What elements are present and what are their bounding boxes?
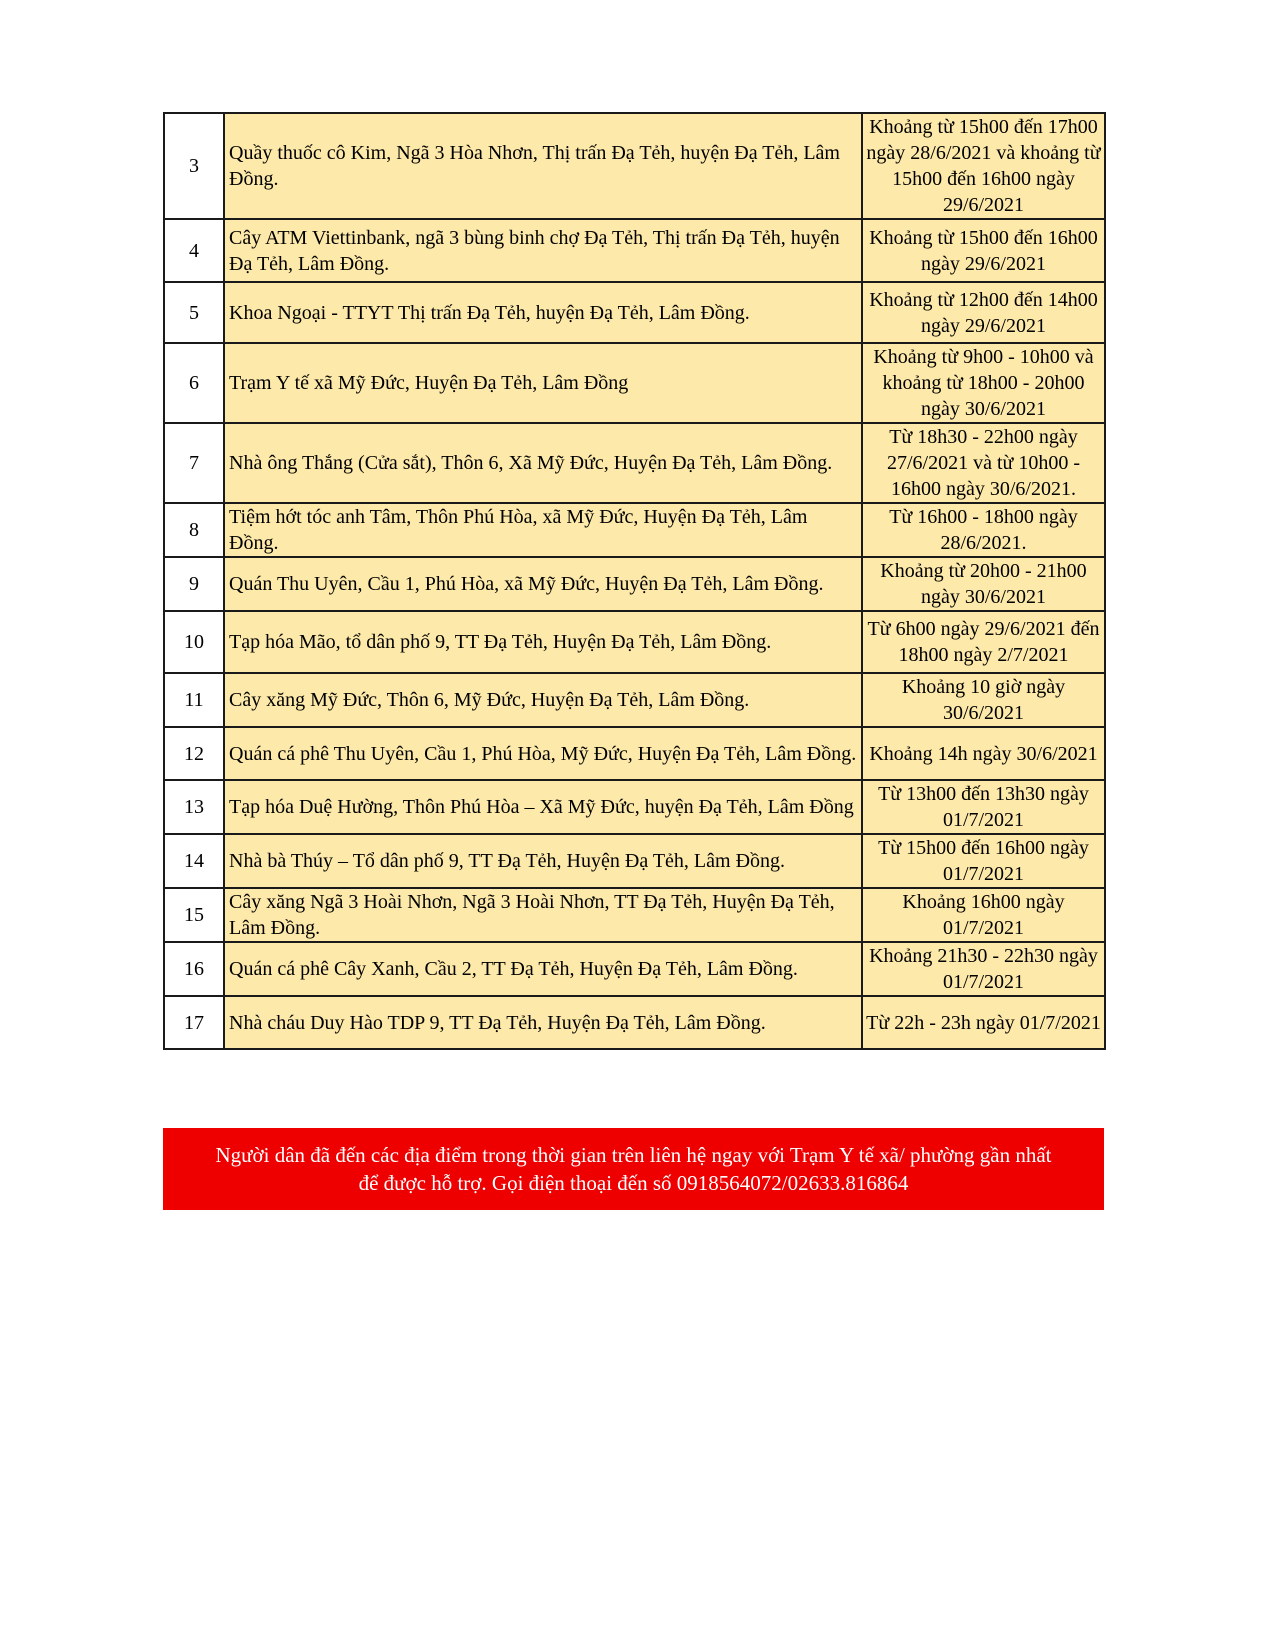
row-number-cell: 10 xyxy=(164,611,224,673)
location-cell: Tiệm hớt tóc anh Tâm, Thôn Phú Hòa, xã Mỹ Đức, Huyện Đạ Tẻh, Lâm Đồng. xyxy=(224,503,862,557)
location-schedule-table xyxy=(163,112,1106,1050)
table-row xyxy=(164,503,1105,557)
time-cell: Khoảng từ 20h00 - 21h00 ngày 30/6/2021 xyxy=(862,557,1105,611)
table-row xyxy=(164,673,1105,727)
location-cell: Quầy thuốc cô Kim, Ngã 3 Hòa Nhơn, Thị trấn Đạ Tẻh, huyện Đạ Tẻh, Lâm Đồng. xyxy=(224,113,862,219)
row-number-cell: 15 xyxy=(164,888,224,942)
contact-notice-text: Người dân đã đến các địa điểm trong thời gian trên liên hệ ngay với Trạm Y tế xã/ phường gần nhất để được hỗ trợ. Gọi điện thoại đến số 0918564072/02633.816864 xyxy=(215,1143,1052,1195)
time-cell: Khoảng 21h30 - 22h30 ngày 01/7/2021 xyxy=(862,942,1105,996)
location-cell: Trạm Y tế xã Mỹ Đức, Huyện Đạ Tẻh, Lâm Đồng xyxy=(224,343,862,423)
table-row xyxy=(164,113,1105,219)
row-number-cell: 11 xyxy=(164,673,224,727)
table-row xyxy=(164,780,1105,834)
time-cell: Khoảng 16h00 ngày 01/7/2021 xyxy=(862,888,1105,942)
time-cell: Khoảng 10 giờ ngày 30/6/2021 xyxy=(862,673,1105,727)
time-cell: Từ 16h00 - 18h00 ngày 28/6/2021. xyxy=(862,503,1105,557)
time-cell: Khoảng từ 12h00 đến 14h00 ngày 29/6/2021 xyxy=(862,282,1105,343)
location-cell: Nhà bà Thúy – Tổ dân phố 9, TT Đạ Tẻh, Huyện Đạ Tẻh, Lâm Đồng. xyxy=(224,834,862,888)
location-schedule-sheet xyxy=(163,112,1104,1050)
contact-notice-banner xyxy=(163,1128,1104,1210)
location-cell: Nhà ông Thắng (Cửa sắt), Thôn 6, Xã Mỹ Đức, Huyện Đạ Tẻh, Lâm Đồng. xyxy=(224,423,862,503)
row-number-cell: 9 xyxy=(164,557,224,611)
row-number-cell: 6 xyxy=(164,343,224,423)
table-row xyxy=(164,888,1105,942)
row-number-cell: 16 xyxy=(164,942,224,996)
row-number-cell: 13 xyxy=(164,780,224,834)
time-cell: Khoảng 14h ngày 30/6/2021 xyxy=(862,727,1105,780)
row-number-cell: 4 xyxy=(164,219,224,282)
table-row xyxy=(164,343,1105,423)
schedule-table-body xyxy=(164,113,1105,1049)
time-cell: Khoảng từ 15h00 đến 16h00 ngày 29/6/2021 xyxy=(862,219,1105,282)
table-row xyxy=(164,727,1105,780)
time-cell: Từ 13h00 đến 13h30 ngày 01/7/2021 xyxy=(862,780,1105,834)
table-row xyxy=(164,996,1105,1049)
row-number-cell: 7 xyxy=(164,423,224,503)
location-cell: Cây ATM Viettinbank, ngã 3 bùng binh chợ Đạ Tẻh, Thị trấn Đạ Tẻh, huyện Đạ Tẻh, Lâm Đồng. xyxy=(224,219,862,282)
row-number-cell: 3 xyxy=(164,113,224,219)
table-row xyxy=(164,282,1105,343)
row-number-cell: 12 xyxy=(164,727,224,780)
time-cell: Từ 15h00 đến 16h00 ngày 01/7/2021 xyxy=(862,834,1105,888)
row-number-cell: 8 xyxy=(164,503,224,557)
table-row xyxy=(164,834,1105,888)
location-cell: Cây xăng Ngã 3 Hoài Nhơn, Ngã 3 Hoài Nhơn, TT Đạ Tẻh, Huyện Đạ Tẻh, Lâm Đồng. xyxy=(224,888,862,942)
table-row xyxy=(164,942,1105,996)
table-row xyxy=(164,423,1105,503)
time-cell: Khoảng từ 9h00 - 10h00 và khoảng từ 18h00 - 20h00 ngày 30/6/2021 xyxy=(862,343,1105,423)
location-cell: Cây xăng Mỹ Đức, Thôn 6, Mỹ Đức, Huyện Đạ Tẻh, Lâm Đồng. xyxy=(224,673,862,727)
location-cell: Quán Thu Uyên, Cầu 1, Phú Hòa, xã Mỹ Đức, Huyện Đạ Tẻh, Lâm Đồng. xyxy=(224,557,862,611)
location-cell: Khoa Ngoại - TTYT Thị trấn Đạ Tẻh, huyện Đạ Tẻh, Lâm Đồng. xyxy=(224,282,862,343)
row-number-cell: 17 xyxy=(164,996,224,1049)
location-cell: Quán cá phê Cây Xanh, Cầu 2, TT Đạ Tẻh, Huyện Đạ Tẻh, Lâm Đồng. xyxy=(224,942,862,996)
time-cell: Từ 22h - 23h ngày 01/7/2021 xyxy=(862,996,1105,1049)
time-cell: Từ 6h00 ngày 29/6/2021 đến 18h00 ngày 2/7/2021 xyxy=(862,611,1105,673)
table-row xyxy=(164,611,1105,673)
time-cell: Từ 18h30 - 22h00 ngày 27/6/2021 và từ 10h00 - 16h00 ngày 30/6/2021. xyxy=(862,423,1105,503)
location-cell: Tạp hóa Duệ Hường, Thôn Phú Hòa – Xã Mỹ Đức, huyện Đạ Tẻh, Lâm Đồng xyxy=(224,780,862,834)
table-row xyxy=(164,219,1105,282)
location-cell: Nhà cháu Duy Hào TDP 9, TT Đạ Tẻh, Huyện Đạ Tẻh, Lâm Đồng. xyxy=(224,996,862,1049)
row-number-cell: 5 xyxy=(164,282,224,343)
table-row xyxy=(164,557,1105,611)
location-cell: Quán cá phê Thu Uyên, Cầu 1, Phú Hòa, Mỹ Đức, Huyện Đạ Tẻh, Lâm Đồng. xyxy=(224,727,862,780)
row-number-cell: 14 xyxy=(164,834,224,888)
location-cell: Tạp hóa Mão, tổ dân phố 9, TT Đạ Tẻh, Huyện Đạ Tẻh, Lâm Đồng. xyxy=(224,611,862,673)
time-cell: Khoảng từ 15h00 đến 17h00 ngày 28/6/2021 và khoảng từ 15h00 đến 16h00 ngày 29/6/2021 xyxy=(862,113,1105,219)
